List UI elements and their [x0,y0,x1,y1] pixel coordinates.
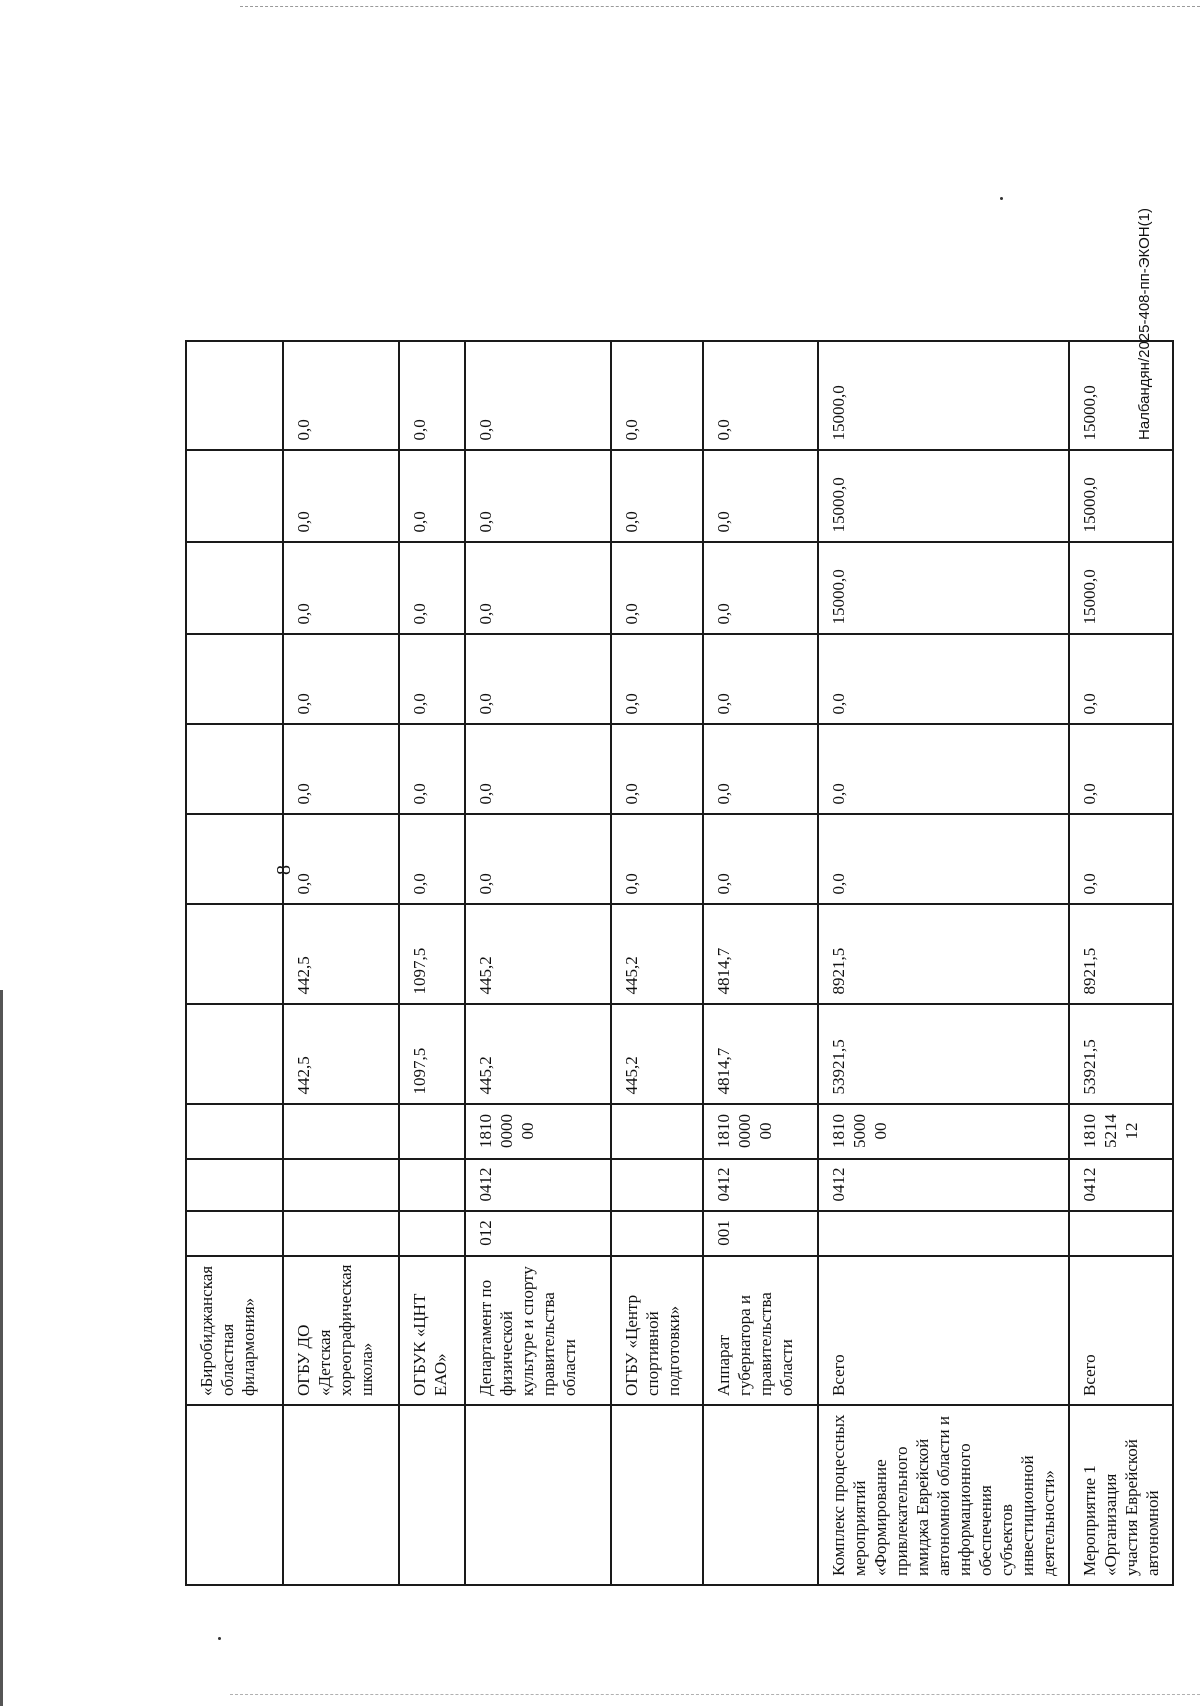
csr-cell [611,1104,703,1159]
csr-cell: 1810521412 [1069,1104,1173,1159]
program-cell [283,1405,399,1585]
executor-cell: ОГБУ ДО «Детская хореографическая школа» [283,1256,399,1405]
program-cell [399,1405,465,1585]
csr-cell: 1810000000 [465,1104,611,1159]
program-cell [703,1405,818,1585]
scan-speck [218,1637,221,1640]
year-2028-cell: 0,0 [399,542,465,634]
table-row [399,341,465,1585]
year-2024-cell: 8921,5 [1069,904,1173,1004]
year-2027-cell: 0,0 [399,634,465,724]
year-2029-cell: 0,0 [703,450,818,542]
grbs-cell [611,1211,703,1256]
grbs-cell: 012 [465,1211,611,1256]
grbs-cell [399,1211,465,1256]
executor-cell: Всего [1069,1256,1173,1405]
year-2027-cell: 0,0 [818,634,1069,724]
year-2027-cell: 0,0 [1069,634,1173,724]
rotated-content [185,35,1200,1600]
program-cell: Комплекс процессных мероприятий «Формирование привлекательного имиджа Еврейской автономной области и информационного обеспечения субъектов инвестиционной деятельности» [818,1405,1069,1585]
year-2030-cell: 0,0 [703,341,818,450]
grbs-cell [1069,1211,1173,1256]
table-row [703,341,818,1585]
rz-cell: 0412 [818,1159,1069,1211]
year-2028-cell: 0,0 [611,542,703,634]
executor-cell: «Биробиджанская областная филармония» [186,1256,283,1405]
year-2028-cell: 0,0 [283,542,399,634]
executor-cell: ОГБУ «Центр спортивной подготовки» [611,1256,703,1405]
grbs-cell [818,1211,1069,1256]
year-2028-cell: 0,0 [703,542,818,634]
grbs-cell [283,1211,399,1256]
document-footer-code: Налбандян/2025-408-пп-ЭКОН(1) [1136,208,1153,440]
total-cell: 445,2 [465,1004,611,1104]
year-2024-cell: 1097,5 [399,904,465,1004]
csr-cell: 1810500000 [818,1104,1069,1159]
budget-table [185,340,1174,1586]
year-2025-cell: 0,0 [818,814,1069,904]
year-2026-cell: 0,0 [703,724,818,814]
budget-table-body [186,341,1173,1585]
year-2028-cell: 0,0 [465,542,611,634]
year-2030-cell: 0,0 [611,341,703,450]
year-2027-cell [186,634,283,724]
year-2026-cell [186,724,283,814]
year-2030-cell [186,341,283,450]
grbs-cell: 001 [703,1211,818,1256]
year-2024-cell: 4814,7 [703,904,818,1004]
year-2027-cell: 0,0 [611,634,703,724]
year-2028-cell [186,542,283,634]
year-2025-cell: 0,0 [703,814,818,904]
program-cell: Мероприятие 1 «Организация участия Еврейской автономной [1069,1405,1173,1585]
year-2026-cell: 0,0 [283,724,399,814]
rz-cell: 0412 [703,1159,818,1211]
total-cell: 53921,5 [1069,1004,1173,1104]
year-2029-cell [186,450,283,542]
table-row [186,341,283,1585]
year-2026-cell: 0,0 [1069,724,1173,814]
year-2029-cell: 0,0 [611,450,703,542]
total-cell: 445,2 [611,1004,703,1104]
total-cell [186,1004,283,1104]
year-2025-cell: 0,0 [465,814,611,904]
year-2024-cell: 8921,5 [818,904,1069,1004]
program-cell [611,1405,703,1585]
year-2027-cell: 0,0 [465,634,611,724]
year-2030-cell: 15000,0 [818,341,1069,450]
executor-cell: Всего [818,1256,1069,1405]
program-cell [465,1405,611,1585]
year-2029-cell: 0,0 [465,450,611,542]
table-row [283,341,399,1585]
rz-cell: 0412 [465,1159,611,1211]
page-number: 8 [273,865,295,875]
rz-cell [186,1159,283,1211]
year-2027-cell: 0,0 [703,634,818,724]
csr-cell: 1810000000 [703,1104,818,1159]
bottom-dashed-edge [230,1694,1200,1695]
year-2026-cell: 0,0 [465,724,611,814]
year-2030-cell: 0,0 [283,341,399,450]
year-2024-cell: 445,2 [465,904,611,1004]
year-2025-cell [186,814,283,904]
table-row [611,341,703,1585]
year-2029-cell: 15000,0 [1069,450,1173,542]
executor-cell: Департамент по физической культуре и спорту правительства области [465,1256,611,1405]
table-row [818,341,1069,1585]
year-2025-cell: 0,0 [283,814,399,904]
left-scan-edge [0,990,3,1706]
year-2029-cell: 15000,0 [818,450,1069,542]
csr-cell [399,1104,465,1159]
year-2026-cell: 0,0 [611,724,703,814]
total-cell: 1097,5 [399,1004,465,1104]
year-2030-cell: 15000,0 [1069,341,1173,450]
table-row [1069,341,1173,1585]
year-2026-cell: 0,0 [818,724,1069,814]
year-2024-cell: 445,2 [611,904,703,1004]
program-cell [186,1405,283,1585]
year-2029-cell: 0,0 [283,450,399,542]
year-2029-cell: 0,0 [399,450,465,542]
csr-cell [283,1104,399,1159]
table-row [465,341,611,1585]
year-2024-cell: 442,5 [283,904,399,1004]
year-2024-cell [186,904,283,1004]
year-2028-cell: 15000,0 [1069,542,1173,634]
total-cell: 53921,5 [818,1004,1069,1104]
year-2027-cell: 0,0 [283,634,399,724]
grbs-cell [186,1211,283,1256]
total-cell: 4814,7 [703,1004,818,1104]
year-2028-cell: 15000,0 [818,542,1069,634]
rz-cell [611,1159,703,1211]
year-2025-cell: 0,0 [611,814,703,904]
executor-cell: ОГБУК «ЦНТ ЕАО» [399,1256,465,1405]
csr-cell [186,1104,283,1159]
year-2025-cell: 0,0 [1069,814,1173,904]
top-dashed-edge [240,6,1200,7]
year-2030-cell: 0,0 [465,341,611,450]
year-2030-cell: 0,0 [399,341,465,450]
rz-cell [283,1159,399,1211]
total-cell: 442,5 [283,1004,399,1104]
rz-cell: 0412 [1069,1159,1173,1211]
rz-cell [399,1159,465,1211]
year-2026-cell: 0,0 [399,724,465,814]
year-2025-cell: 0,0 [399,814,465,904]
executor-cell: Аппарат губернатора и правительства области [703,1256,818,1405]
